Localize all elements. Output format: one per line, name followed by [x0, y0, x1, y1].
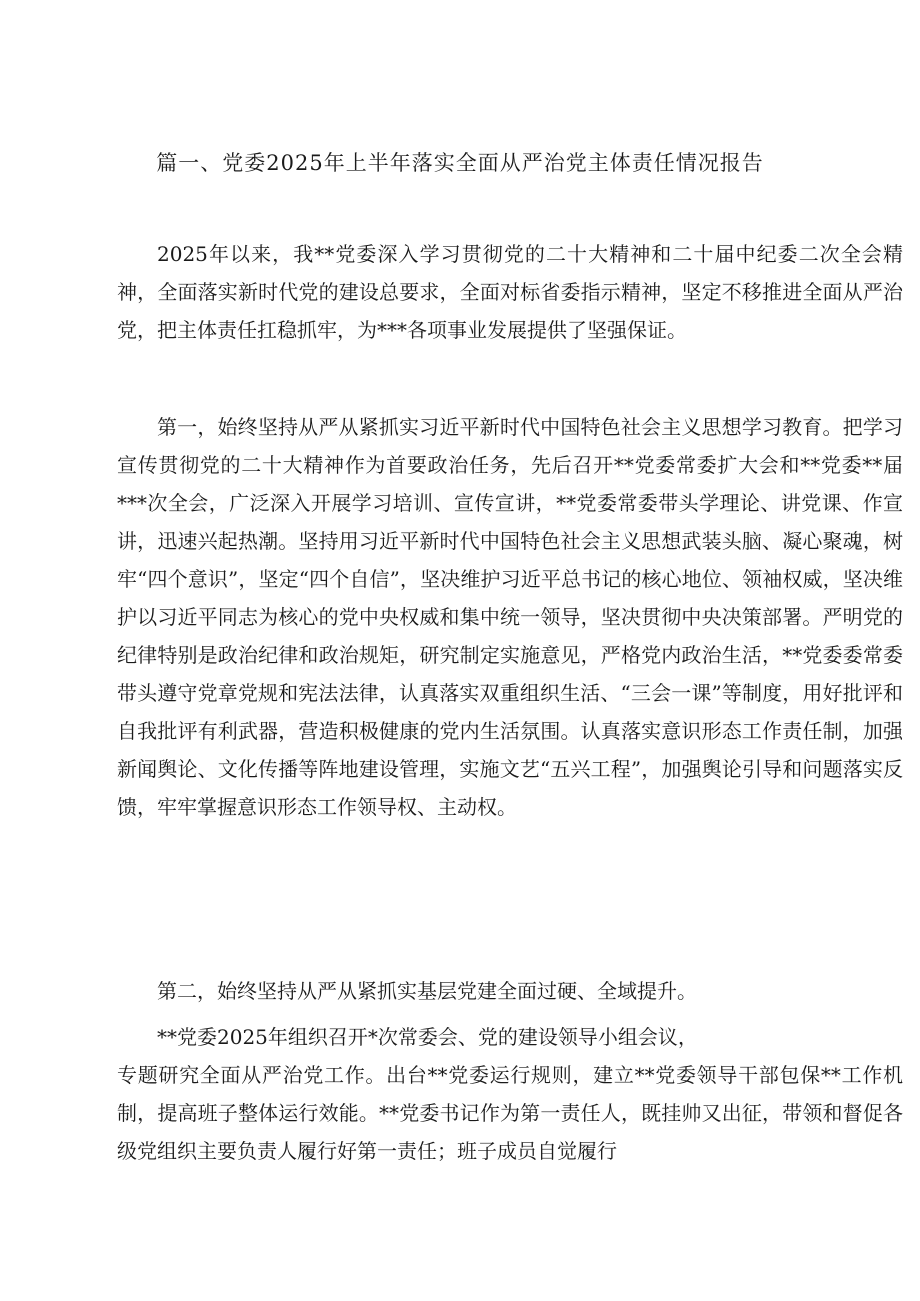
paragraph-intro: 2025年以来，我**党委深入学习贯彻党的二十大精神和二十届中纪委二次全会精神，全面落实新时代党的建设总要求，全面对标省委指示精神，坚定不移推进全面从严治党，把主体责任扛稳抓牢，为***各项事业发展提供了坚强保证。 [117, 242, 903, 342]
paragraph-second-point-line: **党委2025年组织召开*次常委会、党的建设领导小组会议， [157, 1025, 698, 1049]
document-title: 篇一、党委2025年上半年落实全面从严治党主体责任情况报告 [156, 151, 764, 175]
paragraph-second-point-heading: 第二，始终坚持从严从紧抓实基层党建全面过硬、全域提升。 [157, 979, 697, 1003]
paragraph-second-point-body: 专题研究全面从严治党工作。出台**党委运行规则，建立**党委领导干部包保**工作机制，提高班子整体运行效能。**党委书记作为第一责任人，既挂帅又出征，带领和督促各级党组织主要负责人履行好第一责任；班子成员自觉履行 [117, 1063, 903, 1163]
paragraph-first-point: 第一，始终坚持从严从紧抓实习近平新时代中国特色社会主义思想学习教育。把学习宣传贯彻党的二十大精神作为首要政治任务，先后召开**党委常委扩大会和**党委**届***次全会，广泛深入开展学习培训、宣传宣讲，**党委常委带头学理论、讲党课、作宣讲，迅速兴起热潮。坚持用习近平新时代中国特色社会主义思想武装头脑、凝心聚魂，树牢“四个意识”，坚定“四个自信”，坚决维护习近平总书记的核心地位、领袖权威，坚决维护以习近平同志为核心的党中央权威和集中统一领导，坚决贯彻中央决策部署。严明党的纪律特别是政治纪律和政治规矩，研究制定实施意见，严格党内政治生活，**党委委常委带头遵守党章党规和宪法法律，认真落实双重组织生活、“三会一课”等制度，用好批评和自我批评有利武器，营造积极健康的党内生活氛围。认真落实意识形态工作责任制，加强新闻舆论、文化传播等阵地建设管理，实施文艺“五兴工程”，加强舆论引导和问题落实反馈，牢牢掌握意识形态工作领导权、主动权。 [117, 415, 903, 819]
